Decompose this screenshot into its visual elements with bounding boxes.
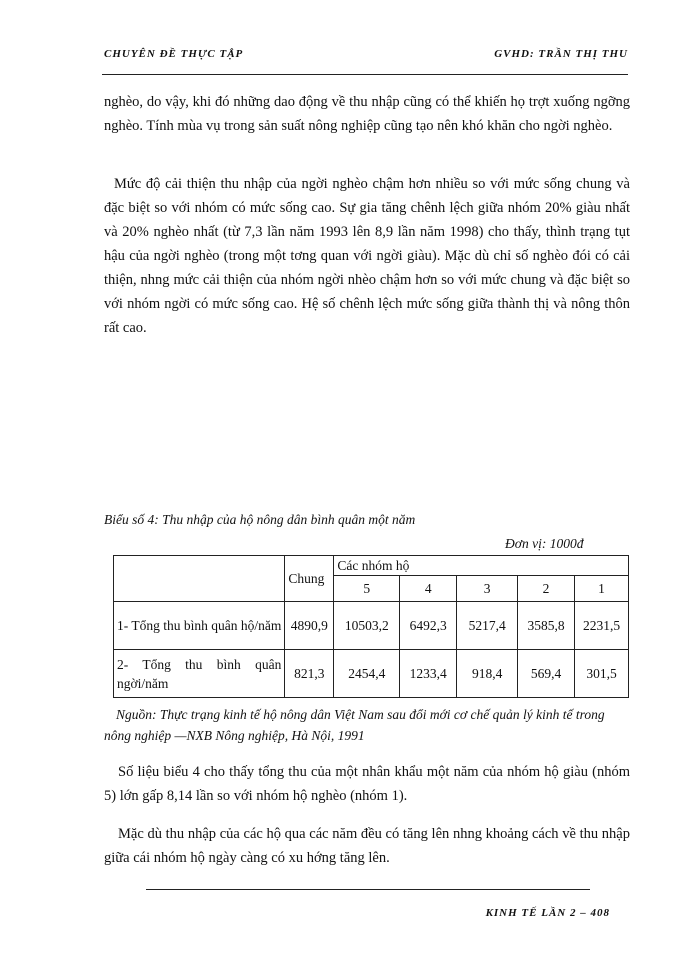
- cell-value: 3585,8: [518, 602, 575, 650]
- table-row: [114, 650, 629, 698]
- group-header: 3: [457, 576, 518, 602]
- header-divider: [102, 74, 628, 75]
- cell-value: 2231,5: [575, 602, 629, 650]
- cell-value: 918,4: [457, 650, 518, 698]
- group-header: 4: [400, 576, 457, 602]
- header-left: CHUYÊN ĐỀ THỰC TẬP: [104, 48, 244, 60]
- paragraph-3: Số liệu biểu 4 cho thấy tổng thu của một nhân khẩu một năm của nhóm hộ giàu (nhóm 5) lớn gấp 8,14 lần so với nhóm hộ nghèo (nhóm 1).: [104, 764, 630, 804]
- group-header: 1: [575, 576, 629, 602]
- cell-general: 4890,9: [285, 602, 334, 650]
- group-header: 5: [334, 576, 400, 602]
- table-corner-cell: [114, 556, 285, 602]
- table-header-row: [114, 556, 629, 576]
- table-unit: Đơn vị: 1000đ: [505, 536, 584, 551]
- cell-value: 1233,4: [400, 650, 457, 698]
- paragraph-1: nghèo, do vậy, khi đó những dao động về thu nhập cũng có thể khiến họ trợt xuống ngỡng nghèo. Tính mùa vụ trong sản suất nông nghiệp cũng tạo nên khó khăn cho ngời nghèo.: [104, 94, 630, 134]
- cell-value: 2454,4: [334, 650, 400, 698]
- cell-general: 821,3: [285, 650, 334, 698]
- col-groups-header: Các nhóm hộ: [334, 556, 629, 576]
- cell-value: 10503,2: [334, 602, 400, 650]
- paragraph-2: Mức độ cải thiện thu nhập của ngời nghèo chậm hơn nhiều so với mức sống chung và đặc biệt so với nhóm có mức sống cao. Sự gia tăng chênh lệch giữa nhóm 20% giàu nhất và 20% nghèo nhất (từ 7,3 lần năm 1993 lên 8,9 lần năm 1998) cho thấy, thình trạng tụt hậu của ngời nghèo (trong một tơng quan với ngời giàu). Mặc dù chỉ số nghèo đói có cải thiện, nhng mức cải thiện của nhóm ngời nhèo chậm hơn so với mức chung và đặc biệt so với nhóm ngời có mức sống cao. Hệ số chênh lệch mức sống giữa thành thị và nông thôn rất cao.: [104, 176, 630, 336]
- footer-divider: [146, 889, 590, 890]
- group-header: 2: [518, 576, 575, 602]
- table-caption: Biểu số 4: Thu nhập của hộ nông dân bình quân một năm: [104, 512, 416, 527]
- cell-value: 301,5: [575, 650, 629, 698]
- cell-value: 5217,4: [457, 602, 518, 650]
- row-label: 2- Tổng thu bình quân ngời/năm: [114, 650, 285, 698]
- income-table: [113, 555, 629, 698]
- table-source: Nguồn: Thực trạng kinh tế hộ nông dân Việt Nam sau đổi mới cơ chế quản lý kinh tế trong nông nghiệp —NXB Nông nghiệp, Hà Nội, 1991: [104, 707, 605, 743]
- cell-value: 569,4: [518, 650, 575, 698]
- header-right: GVHD: TRẦN THỊ THU: [494, 48, 628, 60]
- col-general-header: Chung: [285, 556, 334, 602]
- table-row: [114, 602, 629, 650]
- paragraph-4: Mặc dù thu nhập của các hộ qua các năm đều có tăng lên nhng khoảng cách về thu nhập giữa cái nhóm hộ ngày càng có xu hớng tăng lên.: [104, 826, 630, 866]
- footer-text: KINH TẾ LẦN 2 – 408: [485, 907, 610, 919]
- cell-value: 6492,3: [400, 602, 457, 650]
- row-label: 1- Tổng thu bình quân hộ/năm: [114, 602, 285, 650]
